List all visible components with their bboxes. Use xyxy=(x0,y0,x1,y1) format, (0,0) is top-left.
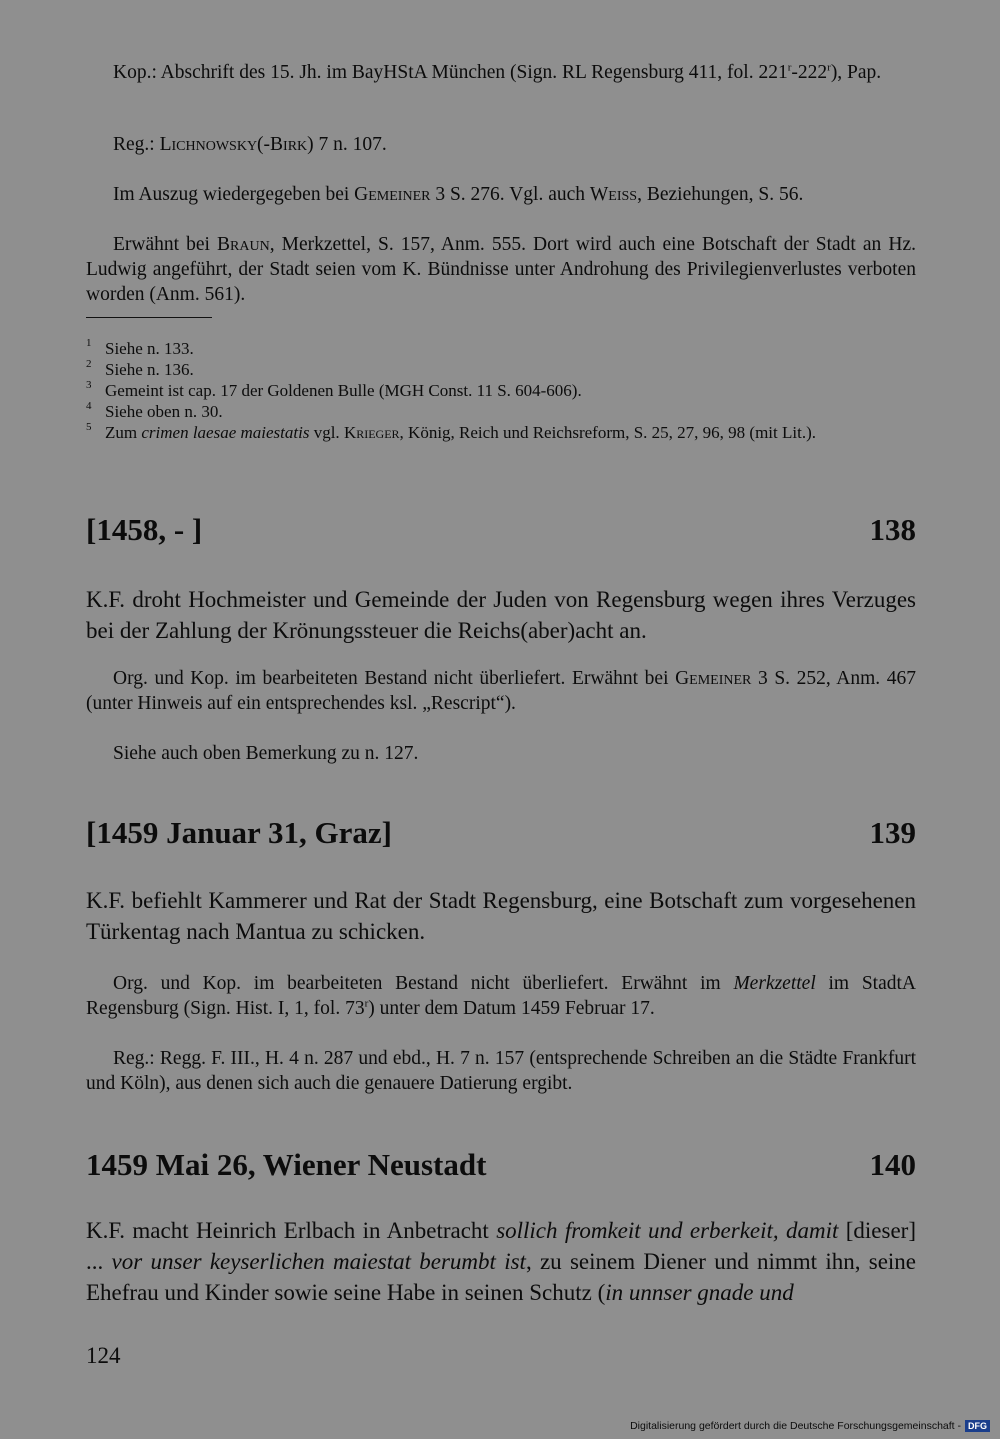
credit-text: Digitalisierung gefördert durch die Deutsche Forschungsgemeinschaft - xyxy=(630,1420,961,1432)
entry-date: 1459 Mai 26, Wiener Neustadt xyxy=(86,1147,487,1182)
footnotes xyxy=(86,338,916,443)
dfg-logo: DFG xyxy=(965,1420,990,1432)
entry-139-heading xyxy=(86,815,916,851)
auszug-paragraph: Im Auszug wiedergegeben bei Gemeiner 3 S. 276. Vgl. auch Weiss, Beziehungen, S. 56. xyxy=(113,184,804,205)
entry-138-heading xyxy=(86,512,916,548)
entry-140-heading xyxy=(86,1147,916,1183)
kop-paragraph: Kop.: Abschrift des 15. Jh. im BayHStA München (Sign. RL Regensburg 411, fol. 221$^r$-222$^r$), Pap. xyxy=(113,61,882,83)
entry-number: 139 xyxy=(869,815,916,850)
funding-credit xyxy=(630,1420,990,1432)
entry-date: [1459 Januar 31, Graz] xyxy=(86,815,392,850)
footnote-3: 3 Gemeint ist cap. 17 der Goldenen Bulle (MGH Const. 11 S. 604-606). xyxy=(86,379,582,400)
entry-number: 138 xyxy=(869,512,916,547)
footnote-5: 5 Zum crimen laesae maiestatis vgl. Krieger, König, Reich und Reichsreform, S. 25, 27, 96, 98 (mit Lit.). xyxy=(86,421,816,442)
footnote-1: 1 Siehe n. 133. xyxy=(86,337,194,358)
entry-138-siehe: Siehe auch oben Bemerkung zu n. 127. xyxy=(113,743,419,764)
entry-138-summary: K.F. droht Hochmeister und Gemeinde der Juden von Regensburg wegen ihres Verzuges bei der Zahlung der Krönungssteuer die Reichs(aber)acht an. xyxy=(86,587,916,643)
entry-140-summary: K.F. macht Heinrich Erlbach in Anbetracht sollich fromkeit und erberkeit, damit [dieser] ... vor unser keyserlichen maiestat berumbt ist, zu seinem Diener und nimmt ihn, seine Ehefrau und Kinder sowie seine Habe in seinen Schutz (in unnser gnade und xyxy=(86,1218,916,1305)
entry-138-org: Org. und Kop. im bearbeiteten Bestand nicht überliefert. Erwähnt bei Gemeiner 3 S. 252, Anm. 467 (unter Hinweis auf ein entsprechendes ksl. „Rescript“). xyxy=(86,668,916,714)
entry-139-org: Org. und Kop. im bearbeiteten Bestand nicht überliefert. Erwähnt im Merkzettel im StadtA Regensburg (Sign. Hist. I, 1, fol. 73$^r$) unter dem Datum 1459 Februar 17. xyxy=(86,973,916,1019)
entry-date: [1458, - ] xyxy=(86,512,203,547)
footnote-rule xyxy=(86,317,212,318)
entry-number: 140 xyxy=(869,1147,916,1182)
erwaehnt-paragraph: Erwähnt bei Braun, Merkzettel, S. 157, Anm. 555. Dort wird auch eine Botschaft der Stadt an Hz. Ludwig angeführt, der Stadt seien vom K. Bündnisse unter Androhung des Privilegienverlustes verboten worden (Anm. 561). xyxy=(86,234,916,305)
entry-139-reg: Reg.: Regg. F. III., H. 4 n. 287 und ebd., H. 7 n. 157 (entsprechende Schreiben an die Städte Frankfurt und Köln), aus denen sich auch die genauere Datierung ergibt. xyxy=(86,1048,916,1094)
page-number: 124 xyxy=(86,1343,121,1368)
reg-paragraph: Reg.: Lichnowsky(-Birk) 7 n. 107. xyxy=(113,134,387,155)
footnote-4: 4 Siehe oben n. 30. xyxy=(86,400,223,421)
footnote-2: 2 Siehe n. 136. xyxy=(86,358,194,379)
entry-139-summary: K.F. befiehlt Kammerer und Rat der Stadt Regensburg, eine Botschaft zum vorgesehenen Türkentag nach Mantua zu schicken. xyxy=(86,888,916,944)
